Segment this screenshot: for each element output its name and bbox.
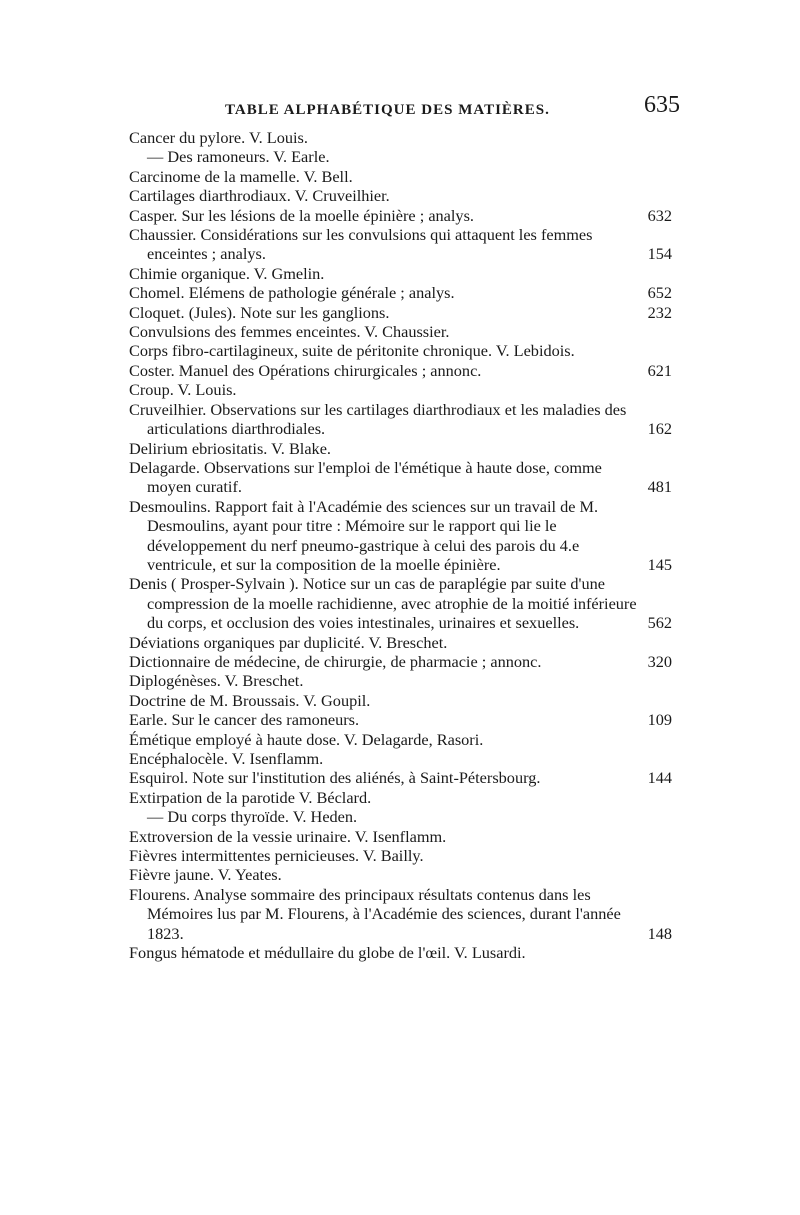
- index-entry: [129, 574, 672, 632]
- index-entries: [129, 128, 672, 962]
- index-entry: [129, 730, 672, 749]
- index-entry: [129, 380, 672, 399]
- entry-page-ref: 154: [647, 244, 672, 264]
- entry-page-ref: 144: [647, 768, 672, 788]
- entry-text: Doctrine de M. Broussais. V. Goupil.: [129, 690, 371, 710]
- index-entry: [129, 206, 672, 225]
- entry-text: Flourens. Analyse sommaire des principaux résultats contenus dans les Mémoires lus par M. Flourens, à l'Académie des sciences, durant l'année 1823.: [129, 884, 621, 943]
- index-entry: [129, 400, 672, 439]
- entry-text: Émétique employé à haute dose. V. Delagarde, Rasori.: [129, 729, 484, 749]
- running-title: TABLE ALPHABÉTIQUE DES MATIÈRES.: [225, 102, 550, 118]
- index-entry: [129, 439, 672, 458]
- entry-page-ref: 562: [647, 613, 672, 633]
- page-header: [130, 92, 680, 122]
- entry-text: Delagarde. Observations sur l'emploi de l'émétique à haute dose, comme moyen curatif.: [129, 457, 602, 497]
- entry-page-ref: 145: [647, 554, 672, 574]
- index-entry: [129, 827, 672, 846]
- index-entry: [129, 865, 672, 884]
- entry-text: — Des ramoneurs. V. Earle.: [147, 147, 330, 167]
- entry-text: Fièvre jaune. V. Yeates.: [129, 865, 282, 885]
- entry-page-ref: 162: [647, 419, 672, 439]
- index-entry: [129, 497, 672, 575]
- entry-text: Cruveilhier. Observations sur les cartilages diarthrodiaux et les maladies des articulations diarthrodiales.: [129, 399, 627, 439]
- index-entry: [129, 710, 672, 729]
- entry-page-ref: 148: [647, 923, 672, 943]
- entry-text: Fièvres intermittentes pernicieuses. V. Bailly.: [129, 846, 424, 866]
- index-entry: [129, 633, 672, 652]
- entry-text: Casper. Sur les lésions de la moelle épinière ; analys.: [129, 205, 474, 225]
- page-number: 635: [644, 92, 680, 118]
- entry-text: Extirpation de la parotide V. Béclard.: [129, 787, 372, 807]
- entry-text: Chomel. Elémens de pathologie générale ; analys.: [129, 283, 455, 303]
- index-entry: [129, 186, 672, 205]
- index-entry: [129, 147, 672, 166]
- index-entry: [129, 788, 672, 807]
- entry-text: Cancer du pylore. V. Louis.: [129, 128, 308, 147]
- index-entry: [129, 768, 672, 787]
- entry-text: Diplogénèses. V. Breschet.: [129, 671, 304, 691]
- index-entry: [129, 652, 672, 671]
- index-entry: [129, 943, 672, 962]
- index-entry: [129, 128, 672, 147]
- entry-text: Encéphalocèle. V. Isenflamm.: [129, 749, 324, 768]
- index-entry: [129, 167, 672, 186]
- entry-text: Chimie organique. V. Gmelin.: [129, 263, 325, 283]
- index-entry: [129, 691, 672, 710]
- entry-text: Coster. Manuel des Opérations chirurgicales ; annonc.: [129, 360, 482, 380]
- entry-text: Extroversion de la vessie urinaire. V. Isenflamm.: [129, 826, 447, 846]
- entry-text: Dictionnaire de médecine, de chirurgie, de pharmacie ; annonc.: [129, 651, 542, 671]
- entry-page-ref: 621: [647, 360, 672, 380]
- entry-text: Cloquet. (Jules). Note sur les ganglions.: [129, 302, 390, 322]
- entry-text: Delirium ebriositatis. V. Blake.: [129, 438, 331, 458]
- index-entry: [129, 322, 672, 341]
- entry-text: Chaussier. Considérations sur les convulsions qui attaquent les femmes enceintes ; analys.: [129, 225, 593, 264]
- entry-page-ref: 632: [647, 205, 672, 225]
- index-entry: [129, 885, 672, 943]
- entry-text: Desmoulins. Rapport fait à l'Académie des sciences sur un travail de M. Desmoulins, ayant pour titre : Mémoire sur le rapport qui lie le développement du nerf pneumo-gastrique à celui des parois du 4.e ventricule, et sur la composition de la moelle épinière.: [129, 496, 599, 574]
- entry-text: Corps fibro-cartilagineux, suite de péritonite chronique. V. Lebidois.: [129, 341, 575, 361]
- index-entry: [129, 458, 672, 497]
- entry-page-ref: 232: [647, 302, 672, 322]
- index-entry: [129, 807, 672, 826]
- entry-page-ref: 652: [647, 283, 672, 303]
- index-entry: [129, 264, 672, 283]
- index-entry: [129, 225, 672, 264]
- entry-text: — Du corps thyroïde. V. Heden.: [147, 807, 358, 827]
- entry-text: Denis ( Prosper-Sylvain ). Notice sur un cas de paraplégie par suite d'une compression de la moelle rachidienne, avec atrophie de la moitié inférieure du corps, et occlusion des voies intestinales, urinaires et sexuelles.: [129, 574, 637, 633]
- entry-page-ref: 320: [647, 651, 672, 671]
- index-entry: [129, 283, 672, 302]
- index-entry: [129, 671, 672, 690]
- entry-text: Carcinome de la mamelle. V. Bell.: [129, 166, 353, 186]
- index-entry: [129, 361, 672, 380]
- entry-text: Cartilages diarthrodiaux. V. Cruveilhier.: [129, 186, 390, 206]
- entry-text: Convulsions des femmes enceintes. V. Chaussier.: [129, 322, 450, 342]
- entry-text: Déviations organiques par duplicité. V. Breschet.: [129, 632, 448, 652]
- entry-text: Earle. Sur le cancer des ramoneurs.: [129, 710, 360, 730]
- entry-page-ref: 481: [647, 477, 672, 497]
- entry-text: Fongus hématode et médullaire du globe de l'œil. V. Lusardi.: [129, 943, 526, 963]
- index-entry: [129, 846, 672, 865]
- index-entry: [129, 341, 672, 360]
- entry-page-ref: 109: [647, 710, 672, 730]
- index-entry: [129, 303, 672, 322]
- index-entry: [129, 749, 672, 768]
- entry-text: Croup. V. Louis.: [129, 380, 237, 400]
- entry-text: Esquirol. Note sur l'institution des aliénés, à Saint-Pétersbourg.: [129, 768, 541, 788]
